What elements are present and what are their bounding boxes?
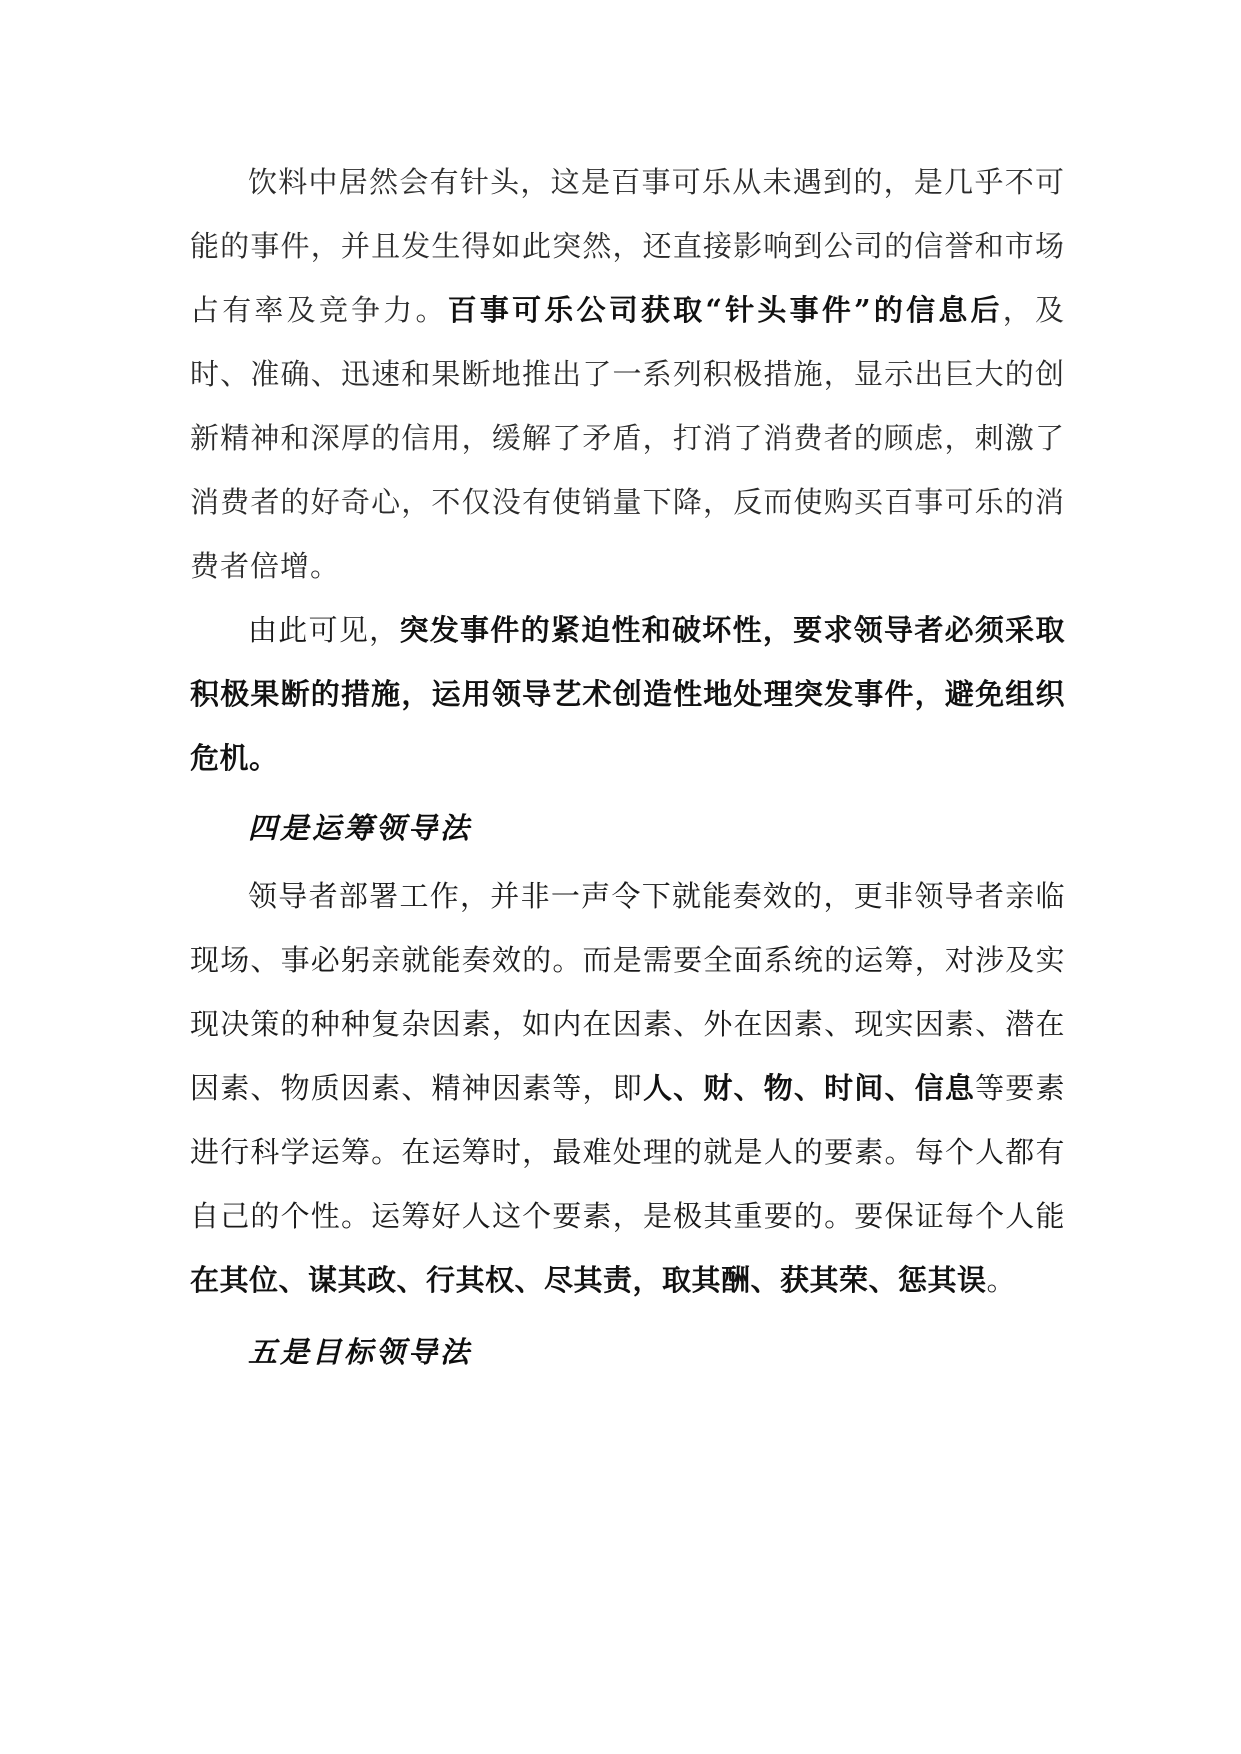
document-body xyxy=(190,150,1065,1388)
section-heading-4: 四是运筹领导法 xyxy=(248,811,473,845)
text-segment: 。 xyxy=(986,1263,1017,1297)
text-segment: ，及时、准确、迅速和果断地推出了一系列积极措施，显示出巨大的创新精神和深厚的信用，缓解了矛盾，打消了消费者的顾虑，刺激了消费者的好奇心，不仅没有使销量下降，反而使购买百事可乐的消费者倍增。 xyxy=(190,293,1065,583)
section-heading-5: 五是目标领导法 xyxy=(248,1335,473,1369)
paragraph-planning-method xyxy=(190,864,1065,1312)
text-segment: 饮料中居然会有针头，这是百事可乐从未遇到的，是几乎不可能的事件，并且发生得如此突然，还直接影响到公司的信誉和市场占有率及竞争力。 xyxy=(190,165,1065,327)
bold-text-segment: 百事可乐公司获取“针头事件”的信息后 xyxy=(447,293,1003,327)
text-segment: 领导者部署工作，并非一声令下就能奏效的，更非领导者亲临现场、事必躬亲就能奏效的。而是需要全面系统的运筹，对涉及实现决策的种种复杂因素，如内在因素、外在因素、现实因素、潜在因素、物质因素、精神因素等，即 xyxy=(190,879,1065,1105)
text-segment: 等要素进行科学运筹。在运筹时，最难处理的就是人的要素。每个人都有自己的个性。运筹好人这个要素，是极其重要的。要保证每个人能 xyxy=(190,1071,1065,1233)
bold-text-segment: 突发事件的紧迫性和破坏性，要求领导者必须采取积极果断的措施，运用领导艺术创造性地处理突发事件，避免组织危机。 xyxy=(190,613,1065,775)
text-segment: 由此可见， xyxy=(248,613,400,647)
bold-text-segment: 在其位、谋其政、行其权、尽其责，取其酬、获其荣、惩其误 xyxy=(190,1263,987,1297)
paragraph-pepsi-needle-incident xyxy=(190,150,1065,598)
bold-text-segment: 人、财、物、时间、信息 xyxy=(642,1071,976,1105)
paragraph-conclusion xyxy=(190,598,1065,790)
